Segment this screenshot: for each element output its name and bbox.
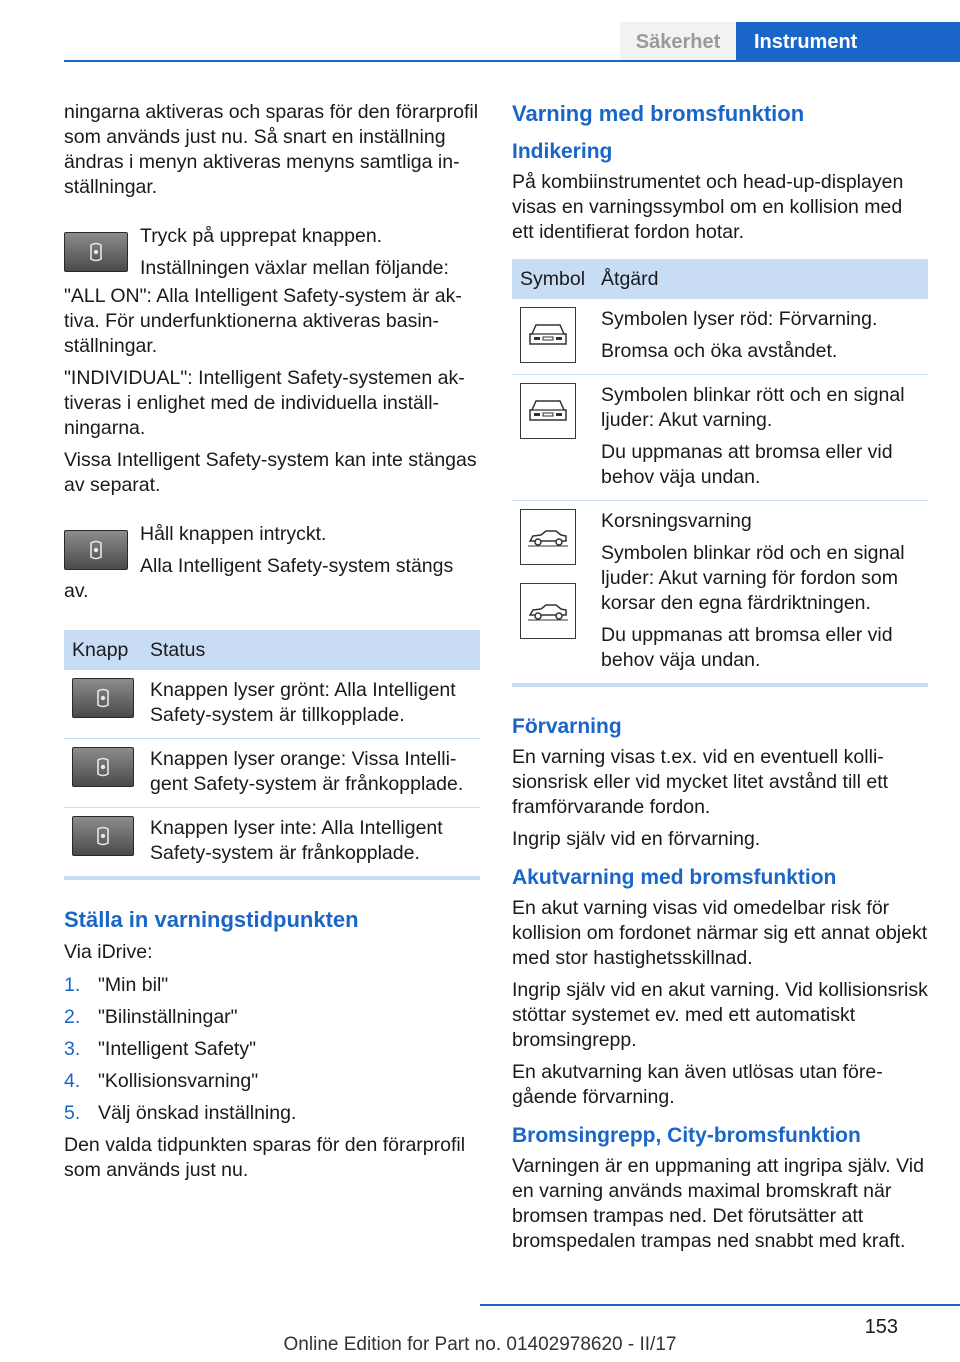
all-off-text: Alla Intelligent Safety-system stängs — [140, 555, 454, 577]
hold-button-text: Håll knappen intryckt. — [140, 523, 327, 545]
status-cell: Knappen lyser grönt: Alla Intelligent Safety-system är tillkopplade. — [142, 670, 480, 739]
intro-paragraph: ningarna aktiveras och sparas för den förarprofil som används just nu. Så snart en inställning ändras i menyn aktiveras menyns samtliga inställningar. — [64, 101, 479, 198]
prewarning-action: Ingrip själv vid en förvarning. — [512, 828, 761, 850]
section-tab-sakerhet[interactable]: Säkerhet — [620, 22, 736, 62]
acute-action: Ingrip själv vid en akut varning. Vid kollisionsrisk stöttar systemet ev. med ett automatiskt bromsingrepp. — [512, 979, 928, 1051]
saved-note-paragraph: Den valda tidpunkten sparas för den förarprofil som används just nu. — [64, 1134, 466, 1181]
all-off-text-cont: av. — [64, 580, 89, 602]
page-number: 153 — [864, 1316, 898, 1338]
status-cell: Knappen lyser orange: Vissa Intelligent Safety-system är frånkopplade. — [142, 739, 480, 808]
left-column — [64, 100, 480, 1190]
via-idrive-text: Via iDrive: — [64, 941, 153, 963]
heading-set-warning-time: Ställa in varningstidpunkten — [64, 907, 359, 932]
heading-acute-warning: Akutvarning med bromsfunktion — [512, 866, 837, 889]
table-row — [512, 375, 928, 501]
heading-prewarning: Förvarning — [512, 715, 622, 738]
table-header-row — [512, 259, 928, 299]
toggle-between-text: Inställningen växlar mellan följande: — [140, 257, 449, 279]
indication-paragraph: På kombiinstrumentet och head-up-displayen visas en varningssymbol om en kollision med ett identifierat fordon hotar. — [512, 171, 904, 243]
list-item: 1. "Min bil" — [64, 974, 169, 996]
table-row — [64, 670, 480, 739]
table-row — [64, 808, 480, 877]
action-text: Korsningsvarning — [601, 510, 752, 532]
all-on-paragraph: "ALL ON": Alla Intelligent Safety-system är aktiva. För underfunktionerna aktiveras basinställningar. — [64, 285, 462, 357]
heading-warning-brake: Varning med bromsfunktion — [512, 101, 805, 126]
action-text: Bromsa och öka avståndet. — [601, 340, 838, 362]
action-text: Du uppmanas att bromsa eller vid behov väja undan. — [601, 624, 893, 671]
table-end-bar — [64, 876, 480, 880]
action-text: Symbolen blinkar rött och en signal ljuder: Akut varning. — [601, 384, 905, 431]
list-item: 3. "Intelligent Safety" — [64, 1038, 257, 1060]
header-divider — [64, 60, 960, 62]
safety-button-icon — [72, 678, 134, 718]
column-header-symbol: Symbol — [512, 259, 593, 299]
action-text: Symbolen blinkar röd och en signal ljuder: Akut varning för fordon som korsar den egna färdriktningen. — [601, 542, 905, 614]
press-repeat-block — [64, 224, 480, 284]
heading-indication: Indikering — [512, 140, 613, 163]
city-paragraph: Varningen är en uppmaning att ingripa själv. Vid en varning används maximal bromskraft när bromsen trampas ned. Det förutsätter att bromspedalen trampas ned snabbt med kraft. — [512, 1155, 924, 1252]
acute-paragraph: En akut varning visas vid omedelbar risk för kollision om fordonet närmar sig ett annat objekt med stor hastighetsskillnad. — [512, 897, 928, 969]
individual-paragraph: "INDIVIDUAL": Intelligent Safety-systemen aktiveras i enlighet med de individuella inställningarna. — [64, 367, 465, 439]
footer-divider — [480, 1304, 960, 1306]
table-row — [512, 501, 928, 684]
table-header-row — [64, 630, 480, 670]
status-cell: Knappen lyser inte: Alla Intelligent Safety-system är frånkopplade. — [150, 817, 443, 864]
action-text: Du uppmanas att bromsa eller vid behov väja undan. — [601, 441, 893, 488]
car-front-warning-icon — [520, 307, 576, 363]
page-header — [0, 0, 960, 64]
column-header-action: Åtgärd — [593, 259, 928, 299]
list-item: 5. Välj önskad inställning. — [64, 1102, 297, 1124]
some-systems-paragraph: Vissa Intelligent Safety-system kan inte stängas av separat. — [64, 449, 477, 496]
right-column — [512, 100, 928, 1261]
safety-button-icon — [64, 530, 128, 570]
button-status-table — [64, 630, 480, 876]
edition-footer: Online Edition for Part no. 01402978620 - II/17 — [283, 1334, 677, 1355]
safety-button-icon — [72, 747, 134, 787]
table-row — [512, 299, 928, 375]
prewarning-paragraph: En varning visas t.ex. vid en eventuell kollisionsrisk eller vid mycket litet avstånd till ett framförvarande fordon. — [512, 746, 889, 818]
hold-button-block — [64, 522, 480, 604]
press-repeat-text: Tryck på upprepat knappen. — [140, 225, 383, 247]
acute-note: En akutvarning kan även utlösas utan föregående förvarning. — [512, 1061, 883, 1108]
car-front-warning-icon — [520, 383, 576, 439]
list-item: 4. "Kollisionsvarning" — [64, 1070, 259, 1092]
list-item: 2. "Bilinställningar" — [64, 1006, 238, 1028]
section-tab-instrument[interactable]: Instrument — [736, 22, 960, 62]
table-end-bar — [512, 683, 928, 687]
table-row — [64, 739, 480, 808]
column-header-button: Knapp — [64, 630, 142, 670]
car-side-warning-icon — [520, 509, 576, 565]
car-side-warning-icon — [520, 583, 576, 639]
action-text: Symbolen lyser röd: Förvarning. — [601, 308, 878, 330]
symbol-action-table — [512, 259, 928, 683]
idrive-steps-list — [64, 973, 480, 1126]
safety-button-icon — [64, 232, 128, 272]
safety-button-icon — [72, 816, 134, 856]
column-header-status: Status — [142, 630, 480, 670]
heading-city-brake: Bromsingrepp, City-bromsfunktion — [512, 1124, 861, 1147]
